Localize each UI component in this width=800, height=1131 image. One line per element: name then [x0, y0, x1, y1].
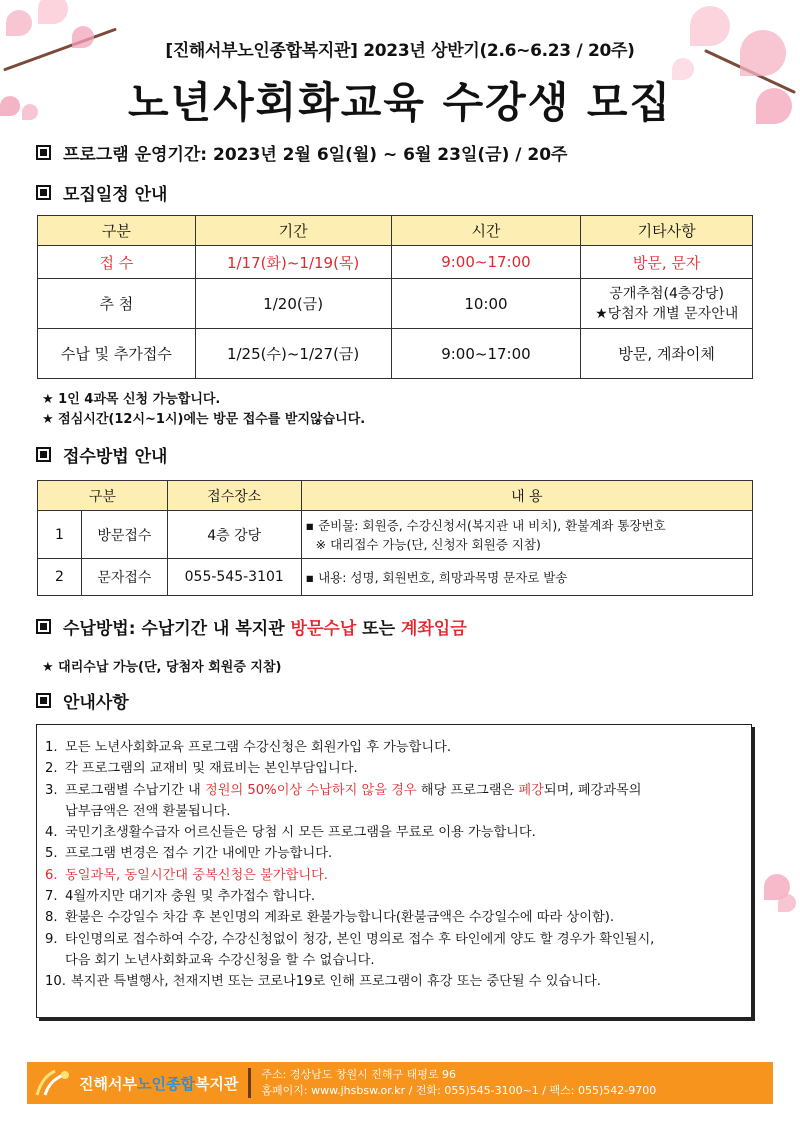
item-number: 7.: [45, 889, 58, 905]
list-item: [45, 758, 743, 779]
item-number: 2.: [45, 761, 58, 777]
table-row: [38, 511, 753, 559]
table-row: [38, 329, 753, 379]
item-text: [65, 780, 743, 823]
table-row: [38, 279, 753, 329]
row-note: 방문, 계좌이체: [581, 329, 753, 379]
row-place: 055-545-3101: [167, 559, 301, 596]
item-number: 1.: [45, 740, 58, 755]
square-bullet-icon: [36, 145, 51, 160]
table-header-row: [38, 216, 753, 246]
list-item: [45, 822, 743, 843]
item-text: 프로그램 변경은 접수 기간 내에만 가능합니다.: [65, 846, 333, 862]
item-text: 환불은 수강일수 차감 후 본인명의 계좌로 환불가능합니다(환불금액은 수강일수에 따라 상이함).: [65, 910, 615, 926]
row-time: 10:00: [391, 279, 581, 329]
guide-list: [45, 737, 743, 993]
column-header: 시간: [391, 216, 581, 246]
row-type: 방문접수: [81, 511, 167, 559]
schedule-heading-text: 모집일정 안내: [63, 185, 168, 205]
footer-address: 주소: 경상남도 창원시 진해구 태평로 96: [261, 1068, 456, 1081]
list-item: [45, 886, 743, 907]
row-note: 방문, 문자: [581, 246, 753, 279]
method-heading-text: 접수방법 안내: [63, 447, 168, 467]
list-item: [45, 737, 743, 758]
row-content: [301, 511, 752, 559]
row-period: 1/25(수)~1/27(금): [195, 329, 391, 379]
payment-prefix: 수납방법: 수납기간 내 복지관: [63, 619, 291, 639]
payment-note: ★ 대리수납 가능(단, 당첨자 회원증 지참): [42, 660, 282, 675]
row-time: 9:00~17:00: [391, 329, 581, 379]
method-table: [37, 480, 753, 596]
item-text-part: 해당 프로그램은: [416, 782, 519, 798]
logo-icon: [31, 1067, 75, 1099]
payment-highlight: 방문수납: [290, 619, 357, 639]
organization-name-part: 진해서부: [79, 1074, 137, 1093]
footer-divider: [248, 1068, 251, 1098]
row-period: 1/20(금): [195, 279, 391, 329]
row-category: 접 수: [38, 246, 196, 279]
guide-heading-text: 안내사항: [63, 693, 129, 713]
item-text: 모든 노년사회화교육 프로그램 수강신청은 회원가입 후 가능합니다.: [65, 740, 452, 755]
item-text-part: 되며, 폐강과목의: [543, 782, 642, 798]
table-row: [38, 559, 753, 596]
column-header: 구분: [38, 216, 196, 246]
row-period: 1/17(화)~1/19(목): [195, 246, 391, 279]
item-number: 3.: [45, 782, 58, 798]
item-text-part: 타인명의로 접수하여 수강, 수강신청없이 청강, 본인 명의로 접수 후 타인에게 양도 할 경우가 확인될시,: [65, 931, 655, 947]
column-header: 기타사항: [581, 216, 753, 246]
list-item: [45, 865, 743, 886]
item-number: 10.: [45, 974, 66, 990]
schedule-note: ★ 1인 4과목 신청 가능합니다.: [42, 392, 221, 407]
row-note: [581, 279, 753, 329]
schedule-table: [37, 215, 753, 379]
list-item: [45, 929, 743, 972]
column-header: 기간: [195, 216, 391, 246]
item-text: 각 프로그램의 교재비 및 재료비는 본인부담입니다.: [65, 761, 358, 777]
payment-highlight: 계좌입금: [400, 619, 467, 639]
item-text: 4월까지만 대기자 충원 및 추가접수 합니다.: [65, 889, 316, 905]
item-number: 9.: [45, 931, 58, 947]
square-bullet-icon: [36, 185, 51, 200]
row-content: ▪ 내용: 성명, 회원번호, 희망과목명 문자로 발송: [301, 559, 752, 596]
period-text: 프로그램 운영기간: 2023년 2월 6일(월) ~ 6월 23일(금) / 20주: [63, 145, 568, 165]
column-header: 접수장소: [167, 481, 301, 511]
page-title: 노년사회화교육 수강생 모집: [127, 78, 673, 127]
row-content-line: ※ 대리접수 가능(단, 신청자 회원증 지참): [315, 536, 541, 552]
period-heading: [36, 140, 567, 165]
payment-heading: [36, 614, 467, 639]
table-header-row: [38, 481, 753, 511]
item-text: [65, 929, 743, 972]
square-bullet-icon: [36, 619, 51, 634]
organization-name: [79, 1073, 238, 1094]
item-number: 8.: [45, 910, 58, 926]
footer-contact: 홈페이지: www.jhsbsw.or.kr / 전화: 055)545-3100~1 / 팩스: 055)542-9700: [261, 1084, 657, 1097]
list-item: [45, 971, 743, 992]
item-text-part: 납부금액은 전액 환불됩니다.: [65, 803, 231, 819]
row-place: 4층 강당: [167, 511, 301, 559]
item-number: 5.: [45, 846, 58, 862]
header-subtitle: [진해서부노인종합복지관] 2023년 상반기(2.6~6.23 / 20주): [165, 41, 635, 61]
footer-banner: [27, 1062, 773, 1104]
item-number: 4.: [45, 825, 58, 841]
square-bullet-icon: [36, 447, 51, 462]
item-text-part: 프로그램별 수납기간 내: [65, 782, 205, 798]
method-heading: [36, 442, 167, 467]
row-category: 추 첨: [38, 279, 196, 329]
row-number: 1: [38, 511, 82, 559]
schedule-heading: [36, 180, 167, 205]
organization-name-part: 복지관: [194, 1074, 239, 1093]
item-text-highlight: 폐강: [518, 782, 544, 798]
item-text: 동일과목, 동일시간대 중복신청은 불가합니다.: [65, 867, 329, 883]
row-content-line: ▪ 준비물: 회원증, 수강신청서(복지관 내 비치), 환불계좌 통장번호: [305, 517, 666, 533]
row-note-line: ★당첨자 개별 문자안내: [595, 305, 739, 322]
organization-name-part: 노인종합: [136, 1074, 195, 1093]
column-header: 구분: [38, 481, 168, 511]
row-number: 2: [38, 559, 82, 596]
square-bullet-icon: [36, 693, 51, 708]
item-text: 국민기초생활수급자 어르신들은 당첨 시 모든 프로그램을 무료로 이용 가능합니다.: [65, 825, 536, 841]
row-type: 문자접수: [81, 559, 167, 596]
payment-middle: 또는: [356, 619, 401, 639]
guide-box: [36, 724, 752, 1018]
row-category: 수납 및 추가접수: [38, 329, 196, 379]
list-item: [45, 907, 743, 928]
item-text-highlight: 정원의 50%이상 수납하지 않을 경우: [204, 782, 417, 798]
column-header: 내 용: [301, 481, 752, 511]
table-row: [38, 246, 753, 279]
list-item: [45, 843, 743, 864]
guide-heading: [36, 688, 129, 713]
footer-info: [261, 1067, 656, 1099]
list-item: [45, 780, 743, 823]
row-note-line: 공개추첨(4층강당): [609, 285, 724, 302]
row-time: 9:00~17:00: [391, 246, 581, 279]
item-text: 복지관 특별행사, 천재지변 또는 코로나19로 인해 프로그램이 휴강 또는 중단될 수 있습니다.: [71, 974, 601, 990]
item-text-part: 다음 회기 노년사회화교육 수강신청을 할 수 없습니다.: [65, 952, 375, 968]
schedule-note: ★ 점심시간(12시~1시)에는 방문 접수를 받지않습니다.: [42, 412, 366, 427]
item-number: 6.: [45, 867, 58, 883]
